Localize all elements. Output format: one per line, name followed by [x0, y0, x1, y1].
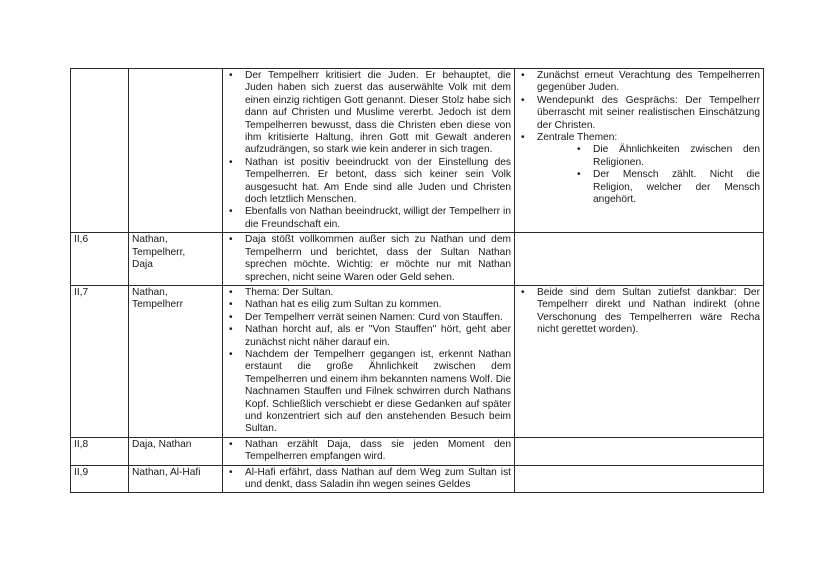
list-item: • Nachdem der Tempelherr gegangen ist, erkennt Nathan erstaunt die große Ähnlichkeit zwischen dem Tempelherren und einem ihm bekannten namens Wolf. Die Nachnamen Stauffen und Filnek schwirren durch Nathans Kopf. Schließlich verschiebt er diese Gedanken auf später und konzentriert sich auf den anstehenden Besuch beim Sultan. — [229, 348, 511, 435]
bullet-icon: • — [229, 234, 233, 246]
list-item: • Zentrale Themen: • Die Ähnlichkeiten zwischen den Religionen. • Der Mensch zählt. Nicht die Religion, welcher der Mensch angehört. — [521, 132, 760, 206]
content-cell — [223, 69, 515, 233]
content-cell — [223, 437, 515, 465]
scene-overview-table — [70, 68, 764, 493]
person-name: Nathan, — [132, 286, 168, 298]
persons-cell — [129, 285, 223, 437]
persons-cell — [129, 465, 223, 493]
notes-cell — [515, 285, 764, 437]
bullet-icon: • — [521, 286, 525, 298]
list-item: • Nathan hat es eilig zum Sultan zu kommen. — [229, 299, 442, 311]
list-item: • Der Tempelherr kritisiert die Juden. Er behauptet, die Juden haben sich zuerst das auserwählte Volk mit dem einen einzig richtigen Gott genannt. Dieser Stolz habe sich dann auf Christen und Muslime vererbt. Jedoch ist dem Tempelherren bewusst, dass die Christen eben diese von ihm kritisierte Haltung, ihren Gott mit Gewalt anderen aufzudrängen, so stark wie kein anderer in sich tragen. — [229, 70, 511, 156]
person-name: Nathan, — [132, 234, 168, 246]
bullet-icon: • — [229, 70, 233, 81]
persons-cell — [129, 69, 223, 233]
person-name: Tempelherr, — [132, 246, 186, 258]
sub-list-item: • Der Mensch zählt. Nicht die Religion, welcher der Mensch angehört. — [577, 169, 760, 206]
persons-cell — [129, 437, 223, 465]
bullet-icon: • — [521, 132, 525, 144]
sub-list-item: • Die Ähnlichkeiten zwischen den Religionen. — [577, 144, 760, 168]
list-item: • Der Tempelherr verrät seinen Namen: Curd von Stauffen. — [229, 311, 503, 323]
list-item: • Wendepunkt des Gesprächs: Der Tempelherr überrascht mit seiner realistischen Einschätzung der Christen. — [521, 94, 760, 131]
list-item: • Ebenfalls von Nathan beeindruckt, willigt der Tempelherr in die Freundschaft ein. — [229, 206, 511, 230]
scene-cell — [71, 69, 129, 233]
scene-cell: II,9 — [71, 465, 129, 493]
list-item: • Al-Hafi erfährt, dass Nathan auf dem Weg zum Sultan ist und denkt, dass Saladin ihn wegen seines Geldes — [229, 466, 511, 490]
list-item: • Thema: Der Sultan. — [229, 286, 334, 298]
table-row — [71, 465, 764, 493]
person-name: Daja — [132, 259, 153, 271]
bullet-icon: • — [229, 206, 233, 218]
bullet-icon: • — [229, 438, 233, 450]
persons-cell — [129, 233, 223, 286]
bullet-icon: • — [577, 169, 581, 181]
bullet-icon: • — [577, 144, 581, 156]
list-item: • Nathan erzählt Daja, dass sie jeden Moment den Tempelherren empfangen wird. — [229, 438, 511, 463]
table-row — [71, 285, 764, 437]
scene-cell: II,8 — [71, 437, 129, 465]
scene-cell: II,7 — [71, 285, 129, 437]
notes-cell — [515, 465, 764, 493]
notes-cell — [515, 69, 764, 233]
content-cell — [223, 233, 515, 286]
notes-cell — [515, 233, 764, 286]
list-item: • Beide sind dem Sultan zutiefst dankbar: Der Tempelherr direkt und Nathan indirekt (ohne Verschonung des Tempelherren wäre Recha nicht gerettet worden). — [521, 286, 760, 336]
list-item: • Nathan ist positiv beeindruckt von der Einstellung des Tempelherren. Er betont, dass sich keiner sein Volk ausgesucht hat. Am Ende sind alle Juden und Christen doch letztlich Menschen. — [229, 156, 511, 206]
person-name: Daja, Nathan — [132, 438, 192, 450]
bullet-icon: • — [521, 70, 525, 81]
list-item: • Zunächst erneut Verachtung des Tempelherren gegenüber Juden. — [521, 70, 760, 94]
list-item: • Nathan horcht auf, als er "Von Stauffen" hört, geht aber zunächst nicht näher darauf ein. — [229, 324, 511, 348]
bullet-icon: • — [229, 466, 233, 478]
list-item: • Daja stößt vollkommen außer sich zu Nathan und dem Tempelherrn und berichtet, dass der Sultan Nathan sprechen möchte. Wichtig: er möchte nur mit Nathan sprechen, nicht seine Waren oder Geld sehen. — [229, 234, 511, 283]
bullet-icon: • — [229, 286, 233, 298]
scene-cell: II,6 — [71, 233, 129, 286]
bullet-icon: • — [229, 324, 233, 336]
bullet-icon: • — [229, 348, 233, 360]
table-row — [71, 69, 764, 233]
bullet-icon: • — [229, 156, 233, 168]
bullet-icon: • — [229, 311, 233, 323]
bullet-icon: • — [229, 299, 233, 311]
bullet-icon: • — [521, 94, 525, 106]
person-name: Nathan, Al-Hafi — [132, 466, 201, 478]
content-cell — [223, 465, 515, 493]
table-row — [71, 437, 764, 465]
content-cell — [223, 285, 515, 437]
table-row — [71, 233, 764, 286]
person-name: Tempelherr — [132, 299, 183, 311]
notes-cell — [515, 437, 764, 465]
